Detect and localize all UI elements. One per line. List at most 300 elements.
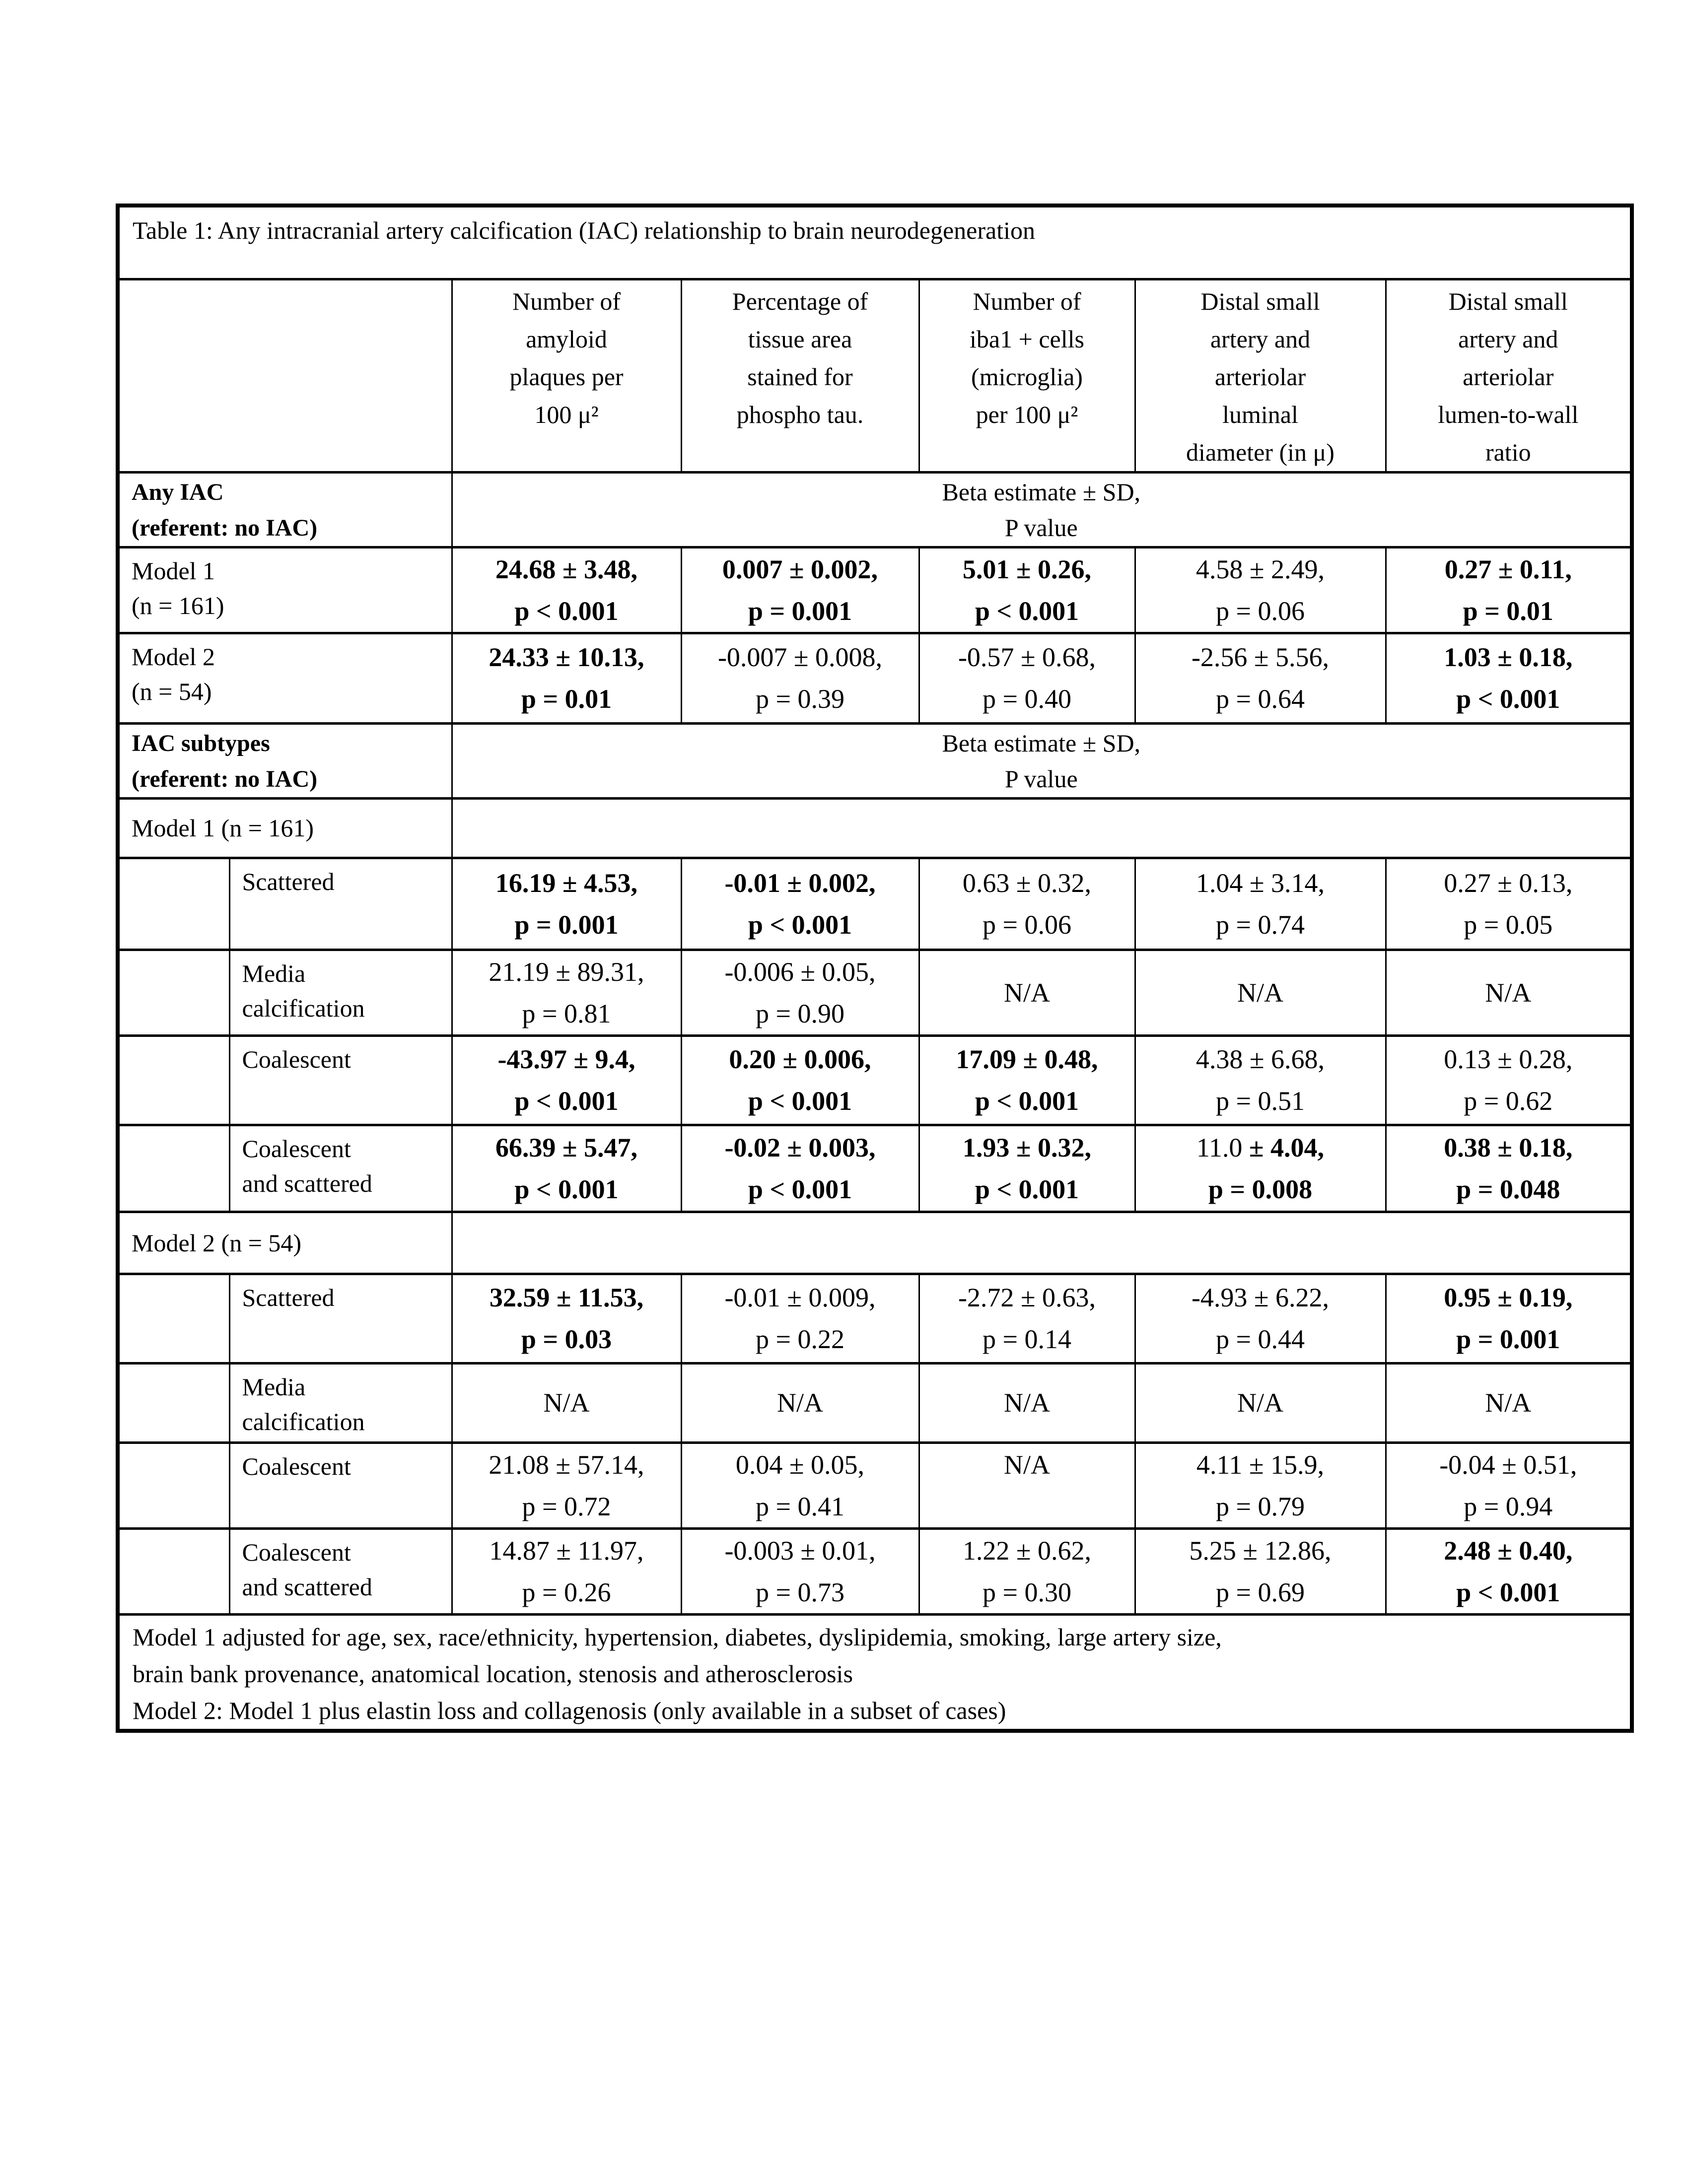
data-cell-line (453, 1444, 681, 1486)
data-cell-text: p = 0.001 (514, 909, 619, 940)
span-cell-line: Beta estimate ± SD, (942, 729, 1141, 757)
m2-coalescent-cell-2 (681, 1442, 919, 1528)
data-cell-text: p < 0.001 (748, 1174, 852, 1204)
column-header-line: arteriolar (1463, 362, 1554, 391)
data-cell-text: p < 0.001 (975, 596, 1079, 626)
m2-media-indent (118, 1363, 229, 1442)
data-cell-text: N/A (1485, 977, 1532, 1008)
row-label-line: Scattered (242, 1283, 335, 1311)
m1-media-cell-2 (681, 950, 919, 1035)
data-cell-text: p = 0.22 (756, 1324, 844, 1354)
m1-media-cell-3 (919, 950, 1135, 1035)
span-cell-line: P value (1004, 764, 1078, 793)
column-header-line: artery and (1458, 325, 1558, 353)
data-cell-text: p = 0.001 (1456, 1324, 1560, 1354)
data-cell-text: N/A (1004, 1388, 1050, 1418)
m1-coalescent-scattered-label (229, 1125, 452, 1212)
data-cell-text: p = 0.01 (521, 684, 612, 714)
column-header-line: Percentage of (732, 287, 868, 315)
column-header-line: arteriolar (1214, 362, 1306, 391)
data-cell-line (453, 1382, 681, 1424)
data-cell-text: p = 0.01 (1463, 596, 1553, 626)
data-cell-line (682, 678, 918, 720)
m2-media-cell-3 (919, 1363, 1135, 1442)
data-cell-line (1387, 904, 1630, 946)
m1-coalescent-label (229, 1035, 452, 1125)
column-header-line: ratio (1485, 438, 1531, 466)
data-cell-text: 1.03 ± 0.18, (1444, 642, 1573, 672)
data-cell-text: p = 0.62 (1464, 1086, 1553, 1116)
table-footnote-line: Model 1 adjusted for age, sex, race/ethnicity, hypertension, diabetes, dyslipidemia, smoking, large artery size, (133, 1623, 1222, 1651)
data-cell-line (920, 1486, 1134, 1527)
data-cell-text: p < 0.001 (748, 1086, 852, 1116)
data-cell-text: -0.04 ± 0.51, (1439, 1449, 1577, 1480)
subtypes-model2-empty (452, 1212, 1632, 1274)
data-cell-text: p = 0.72 (522, 1491, 611, 1521)
any-iac-model1-cell-4 (1135, 547, 1386, 633)
data-cell-text: p = 0.39 (756, 684, 844, 714)
data-cell-line (1136, 1127, 1385, 1168)
column-header-line: plaques per (509, 362, 624, 391)
m1-coalescent-scattered-cell-4 (1135, 1125, 1386, 1212)
data-cell-text: 0.27 ± 0.13, (1444, 868, 1573, 898)
m2-coalescent-label (229, 1442, 452, 1528)
m2-coalescent-scattered-cell-2 (681, 1528, 919, 1614)
data-cell-text: 21.08 ± 57.14, (489, 1449, 644, 1480)
data-cell-text: p = 0.06 (1216, 596, 1305, 626)
m1-coalescent-scattered-cell-5 (1386, 1125, 1632, 1212)
data-cell-line (453, 993, 681, 1034)
data-cell-text: 0.63 ± 0.32, (962, 868, 1092, 898)
data-cell-line (1136, 1080, 1385, 1122)
table-footnote-line: brain bank provenance, anatomical location, stenosis and atherosclerosis (133, 1659, 853, 1688)
data-cell-line (920, 1080, 1134, 1122)
data-cell-text: p < 0.001 (748, 909, 852, 940)
data-cell-text: p = 0.79 (1216, 1491, 1305, 1521)
data-cell-text: p = 0.03 (521, 1324, 612, 1354)
data-cell-line (920, 548, 1134, 590)
m2-media-cell-5 (1386, 1363, 1632, 1442)
data-cell-line (1136, 1382, 1385, 1424)
m2-scattered-cell-5 (1386, 1274, 1632, 1363)
data-cell-line (1387, 1038, 1630, 1080)
data-cell-text: 1.04 ± 3.14, (1196, 868, 1325, 898)
data-cell-line (1136, 590, 1385, 632)
data-cell-text: 0.38 ± 0.18, (1444, 1132, 1573, 1162)
section-label-line: (referent: no IAC) (132, 765, 318, 792)
data-cell-text: -43.97 ± 9.4, (497, 1044, 635, 1074)
data-cell-line (1387, 862, 1630, 904)
any-iac-model2-cell-5 (1386, 633, 1632, 723)
data-cell-text: p = 0.81 (522, 998, 611, 1028)
data-cell-line (682, 1530, 918, 1571)
data-cell-line (920, 636, 1134, 678)
column-header-4 (1135, 279, 1386, 472)
data-cell-text: -2.56 ± 5.56, (1191, 642, 1330, 672)
m1-scattered-cell-1 (452, 858, 681, 950)
m2-coalescent-cell-4 (1135, 1442, 1386, 1528)
m1-coalescent-cell-1 (452, 1035, 681, 1125)
data-cell-text: p = 0.73 (756, 1577, 844, 1607)
table-title: Table 1: Any intracranial artery calcification (IAC) relationship to brain neurodegeneration (118, 205, 1632, 279)
data-cell-text: N/A (1237, 977, 1283, 1008)
data-cell-line (1387, 1318, 1630, 1360)
data-cell-text: p < 0.001 (975, 1174, 1079, 1204)
column-header-5 (1386, 279, 1632, 472)
m1-media-label (229, 950, 452, 1035)
column-header-line: tissue area (748, 325, 852, 353)
data-cell-text: p < 0.001 (1456, 684, 1560, 714)
row-label-line: Model 1 (132, 556, 215, 585)
data-cell-text: 0.007 ± 0.002, (722, 554, 878, 584)
data-cell-text: 24.33 ± 10.13, (489, 642, 644, 672)
data-cell-text: 17.09 ± 0.48, (956, 1044, 1098, 1074)
column-header-1 (452, 279, 681, 472)
data-cell-text: p = 0.008 (1208, 1174, 1313, 1204)
data-cell-text: ± 4.04, (1249, 1132, 1325, 1162)
data-cell-text: 0.20 ± 0.006, (729, 1044, 871, 1074)
data-cell-text: 14.87 ± 11.97, (489, 1535, 644, 1566)
section-label-line: (referent: no IAC) (132, 514, 318, 541)
data-cell-line (453, 1168, 681, 1210)
m2-coalescent-scattered-cell-5 (1386, 1528, 1632, 1614)
m1-coalescent-scattered-cell-1 (452, 1125, 681, 1212)
data-cell-text: N/A (1237, 1388, 1283, 1418)
any-iac-model1-cell-3 (919, 547, 1135, 633)
data-cell-line (1136, 1168, 1385, 1210)
data-cell-text: p = 0.90 (756, 998, 844, 1028)
data-cell-text: -0.006 ± 0.05, (724, 956, 876, 987)
data-cell-text: -2.72 ± 0.63, (958, 1283, 1096, 1312)
data-cell-text: -0.003 ± 0.01, (724, 1535, 876, 1566)
data-cell-line (682, 951, 918, 993)
data-cell-text: 24.68 ± 3.48, (495, 554, 638, 584)
data-cell-line (1387, 1486, 1630, 1527)
m1-media-cell-5 (1386, 950, 1632, 1035)
any-iac-model2-cell-1 (452, 633, 681, 723)
data-cell-line (1387, 1277, 1630, 1318)
data-cell-text: 0.04 ± 0.05, (735, 1449, 865, 1480)
data-cell-line (453, 636, 681, 678)
any-iac-model1-cell-2 (681, 547, 919, 633)
column-header-line: artery and (1210, 325, 1311, 353)
data-cell-text: p < 0.001 (514, 596, 619, 626)
m1-coalescent-scattered-cell-2 (681, 1125, 919, 1212)
data-cell-line (682, 1277, 918, 1318)
m2-coalescent-cell-5 (1386, 1442, 1632, 1528)
data-cell-line (1387, 678, 1630, 720)
data-cell-text: p = 0.64 (1216, 684, 1305, 714)
column-header-line: Distal small (1200, 287, 1320, 315)
row-label-line: Coalescent (242, 1538, 351, 1566)
data-cell-line (682, 1486, 918, 1527)
data-cell-line (453, 1080, 681, 1122)
m2-scattered-cell-1 (452, 1274, 681, 1363)
row-label-line: (n = 161) (132, 591, 224, 619)
column-header-line: iba1 + cells (970, 325, 1084, 353)
data-cell-line (453, 1530, 681, 1571)
data-cell-text: p = 0.44 (1216, 1324, 1305, 1354)
data-cell-text: 1.93 ± 0.32, (962, 1132, 1092, 1162)
m2-scattered-indent (118, 1274, 229, 1363)
data-cell-text: p = 0.41 (756, 1491, 844, 1521)
data-cell-line (453, 1486, 681, 1527)
data-cell-line (682, 636, 918, 678)
section-label-line: Any IAC (132, 478, 224, 505)
data-cell-line (1387, 636, 1630, 678)
m2-media-cell-2 (681, 1363, 919, 1442)
data-cell-text: -0.007 ± 0.008, (717, 642, 883, 672)
subtypes-model1-label: Model 1 (n = 161) (118, 798, 452, 858)
row-label-line: calcification (242, 994, 365, 1022)
m2-media-label (229, 1363, 452, 1442)
data-cell-line (682, 862, 918, 904)
data-cell-text: p < 0.001 (975, 1086, 1079, 1116)
data-cell-line (920, 904, 1134, 946)
any-iac-span (452, 472, 1632, 547)
data-cell-text: 5.25 ± 12.86, (1189, 1535, 1332, 1566)
data-cell-text: p = 0.26 (522, 1577, 611, 1607)
data-cell-line (920, 1530, 1134, 1571)
data-cell-line (1387, 972, 1630, 1014)
data-cell-line (453, 1571, 681, 1613)
table-footnote-line: Model 2: Model 1 plus elastin loss and collagenosis (only available in a subset of cases) (133, 1696, 1006, 1724)
data-cell-line (453, 1127, 681, 1168)
subtypes-model1-empty (452, 798, 1632, 858)
data-cell-text: 16.19 ± 4.53, (495, 868, 638, 898)
m2-media-cell-1 (452, 1363, 681, 1442)
data-cell-text: 21.19 ± 89.31, (489, 956, 644, 987)
column-header-line: Number of (973, 287, 1081, 315)
data-cell-line (682, 548, 918, 590)
data-cell-text: p = 0.14 (983, 1324, 1071, 1354)
column-header-3 (919, 279, 1135, 472)
m1-coalescent-cell-3 (919, 1035, 1135, 1125)
column-header-line: amyloid (526, 325, 607, 353)
m1-scattered-cell-2 (681, 858, 919, 950)
any-iac-label (118, 472, 452, 547)
m2-coalescent-scattered-indent (118, 1528, 229, 1614)
corner-cell (118, 279, 452, 472)
data-cell-text: 5.01 ± 0.26, (962, 554, 1092, 584)
data-cell-line (682, 1080, 918, 1122)
data-cell-line (682, 993, 918, 1034)
data-cell-line (1387, 1571, 1630, 1613)
m1-media-cell-4 (1135, 950, 1386, 1035)
data-cell-line (920, 1168, 1134, 1210)
any-iac-model1-cell-1 (452, 547, 681, 633)
data-cell-text: p = 0.40 (983, 684, 1071, 714)
data-cell-line (453, 1277, 681, 1318)
m2-coalescent-scattered-cell-3 (919, 1528, 1135, 1614)
any-iac-model2-cell-4 (1135, 633, 1386, 723)
data-cell-text: 4.38 ± 6.68, (1196, 1044, 1325, 1074)
row-label-line: calcification (242, 1407, 365, 1435)
data-cell-line (1387, 1127, 1630, 1168)
m1-coalescent-cell-2 (681, 1035, 919, 1125)
data-cell-line (920, 1444, 1134, 1486)
data-cell-line (920, 1127, 1134, 1168)
m1-scattered-indent (118, 858, 229, 950)
m1-scattered-cell-5 (1386, 858, 1632, 950)
data-cell-line (920, 1382, 1134, 1424)
data-cell-text: p = 0.001 (748, 596, 852, 626)
data-cell-line (920, 678, 1134, 720)
column-header-line: phospho tau. (736, 400, 864, 428)
column-header-line: luminal (1222, 400, 1298, 428)
data-cell-line (682, 904, 918, 946)
data-cell-line (682, 1382, 918, 1424)
data-cell-text: 32.59 ± 11.53, (489, 1283, 644, 1312)
data-cell-line (920, 1038, 1134, 1080)
subtypes-model2-label: Model 2 (n = 54) (118, 1212, 452, 1274)
row-label-line: Media (242, 1372, 306, 1401)
data-cell-line (682, 1127, 918, 1168)
m2-scattered-cell-3 (919, 1274, 1135, 1363)
data-cell-text: -0.02 ± 0.003, (724, 1132, 876, 1162)
data-cell-text: N/A (777, 1388, 823, 1418)
data-cell-line (920, 1318, 1134, 1360)
data-cell-line (1136, 1444, 1385, 1486)
data-cell-line (1136, 904, 1385, 946)
data-cell-text: p = 0.51 (1216, 1086, 1305, 1116)
data-cell-line (920, 862, 1134, 904)
m1-media-cell-1 (452, 950, 681, 1035)
column-header-line: 100 μ² (534, 400, 599, 428)
data-cell-text: p = 0.048 (1456, 1174, 1560, 1204)
m1-coalescent-cell-4 (1135, 1035, 1386, 1125)
data-cell-line (1387, 1530, 1630, 1571)
data-cell-line (1136, 862, 1385, 904)
data-cell-line (453, 1318, 681, 1360)
any-iac-model2-cell-2 (681, 633, 919, 723)
data-cell-text: N/A (1004, 977, 1050, 1008)
data-cell-line (1387, 1382, 1630, 1424)
m2-media-cell-4 (1135, 1363, 1386, 1442)
m1-media-indent (118, 950, 229, 1035)
data-cell-text: p = 0.05 (1464, 909, 1553, 940)
data-cell-line (682, 1571, 918, 1613)
data-cell-line (682, 590, 918, 632)
column-header-line: stained for (747, 362, 853, 391)
m2-coalescent-cell-3 (919, 1442, 1135, 1528)
data-cell-line (1136, 1318, 1385, 1360)
span-cell-line: P value (1004, 513, 1078, 542)
data-cell-line (1136, 1486, 1385, 1527)
section-label-line: IAC subtypes (132, 730, 270, 756)
m2-scattered-label (229, 1274, 452, 1363)
row-label-line: Coalescent (242, 1134, 351, 1162)
data-cell-line (453, 951, 681, 993)
row-label-line: Media (242, 959, 306, 987)
data-cell-text: -4.93 ± 6.22, (1191, 1283, 1330, 1312)
data-cell-text: p < 0.001 (1456, 1577, 1560, 1607)
any-iac-model1-cell-5 (1386, 547, 1632, 633)
data-cell-text: p = 0.94 (1464, 1491, 1553, 1521)
m2-coalescent-scattered-cell-4 (1135, 1528, 1386, 1614)
data-cell-line (1136, 1038, 1385, 1080)
m1-coalescent-scattered-cell-3 (919, 1125, 1135, 1212)
data-cell-line (682, 1168, 918, 1210)
data-cell-text: -0.57 ± 0.68, (958, 642, 1096, 672)
data-cell-text: p < 0.001 (514, 1174, 619, 1204)
row-label-line: (n = 54) (132, 677, 212, 705)
data-cell-text: 1.22 ± 0.62, (962, 1535, 1092, 1566)
any-iac-model2-cell-3 (919, 633, 1135, 723)
data-cell-line (920, 1571, 1134, 1613)
data-cell-line (1387, 1168, 1630, 1210)
data-cell-line (1136, 1571, 1385, 1613)
row-label-line: Scattered (242, 867, 335, 895)
data-cell-text: -0.01 ± 0.002, (724, 868, 876, 898)
data-cell-text: 11.0 (1196, 1132, 1249, 1162)
any-iac-model1-label (118, 547, 452, 633)
column-header-line: Distal small (1448, 287, 1568, 315)
data-cell-line (1387, 1080, 1630, 1122)
data-cell-text: N/A (1004, 1449, 1050, 1480)
data-cell-line (1387, 590, 1630, 632)
data-cell-line (1136, 636, 1385, 678)
data-cell-line (920, 590, 1134, 632)
data-cell-line (682, 1038, 918, 1080)
data-cell-line (1387, 1444, 1630, 1486)
column-header-2 (681, 279, 919, 472)
m1-scattered-cell-4 (1135, 858, 1386, 950)
m1-coalescent-indent (118, 1035, 229, 1125)
column-header-line: per 100 μ² (976, 400, 1078, 428)
data-cell-line (1136, 678, 1385, 720)
data-cell-text: 0.27 ± 0.11, (1444, 554, 1572, 584)
data-cell-text: N/A (543, 1388, 590, 1418)
data-cell-line (453, 678, 681, 720)
m1-scattered-cell-3 (919, 858, 1135, 950)
m2-coalescent-scattered-cell-1 (452, 1528, 681, 1614)
data-cell-text: 66.39 ± 5.47, (495, 1132, 638, 1162)
m2-coalescent-indent (118, 1442, 229, 1528)
data-cell-text: p = 0.69 (1216, 1577, 1305, 1607)
row-label-line: and scattered (242, 1572, 372, 1601)
row-label-line: Coalescent (242, 1045, 351, 1073)
data-cell-line (453, 590, 681, 632)
data-cell-line (682, 1444, 918, 1486)
row-label-line: Model 2 (132, 642, 215, 671)
data-cell-text: -0.01 ± 0.009, (724, 1283, 876, 1312)
m1-coalescent-scattered-indent (118, 1125, 229, 1212)
any-iac-model2-label (118, 633, 452, 723)
data-cell-line (453, 548, 681, 590)
m2-scattered-cell-4 (1135, 1274, 1386, 1363)
data-cell-text: 4.58 ± 2.49, (1196, 554, 1325, 584)
data-cell-line (453, 1038, 681, 1080)
data-cell-text: p < 0.001 (514, 1086, 619, 1116)
data-cell-line (920, 972, 1134, 1014)
data-cell-line (1136, 1277, 1385, 1318)
row-label-line: and scattered (242, 1169, 372, 1197)
row-label-line: Coalescent (242, 1452, 351, 1480)
data-cell-text: p = 0.06 (983, 909, 1071, 940)
column-header-line: (microglia) (971, 362, 1083, 391)
data-cell-line (453, 904, 681, 946)
column-header-line: lumen-to-wall (1438, 400, 1579, 428)
data-cell-text: p = 0.74 (1216, 909, 1305, 940)
data-cell-line (1136, 1530, 1385, 1571)
data-cell-line (1136, 548, 1385, 590)
data-cell-text: N/A (1485, 1388, 1532, 1418)
iac-subtypes-span (452, 723, 1632, 798)
m2-coalescent-scattered-label (229, 1528, 452, 1614)
m2-scattered-cell-2 (681, 1274, 919, 1363)
column-header-line: Number of (512, 287, 621, 315)
